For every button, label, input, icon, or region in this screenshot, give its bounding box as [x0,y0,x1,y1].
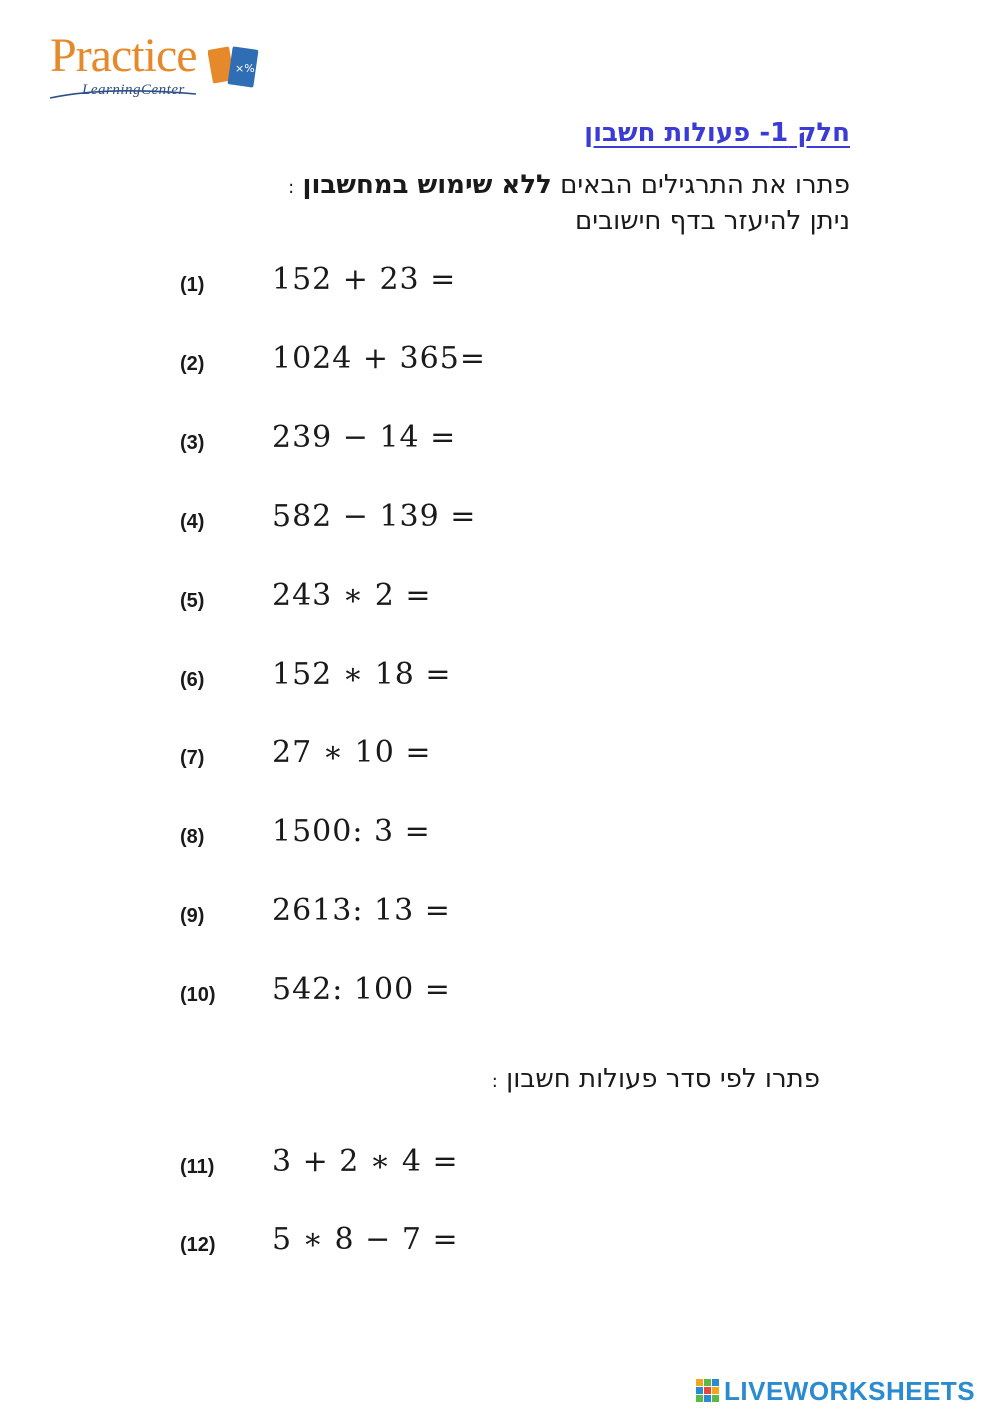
problem-row [0,1144,700,1188]
problem-expression: 239 − 14 = [272,420,457,455]
problem-row [0,893,700,937]
problem-number: (1) [180,274,205,296]
problem-expression: 152 + 23 = [272,262,457,297]
logo-subtitle: LearningCenter [82,82,185,98]
order-instruction [492,1062,820,1099]
instruction-line-2: ניתן להיעזר בדף חישובים [575,206,850,236]
order-instruction-colon: : [491,1071,498,1092]
problem-number: (6) [180,669,205,691]
problem-row [0,657,700,701]
practice-logo [46,24,271,104]
problem-row [0,735,700,779]
logo-word: Practice [50,29,197,82]
problem-row [0,420,700,464]
book-icon [208,40,264,96]
problem-row [0,814,700,858]
instruction-bold: ללא שימוש במחשבון [302,170,552,200]
problem-expression: 2613: 13 = [272,893,451,928]
problem-number: (3) [180,432,205,454]
problem-row [0,972,700,1016]
instruction-prefix: פתרו את התרגילים הבאים [560,170,850,200]
brand-name: LIVEWORKSHEETS [724,1376,976,1406]
problem-number: (10) [180,984,216,1006]
problem-row [0,262,700,306]
problem-number: (7) [180,747,205,769]
problem-expression: 3 + 2 ∗ 4 = [272,1144,459,1179]
problem-expression: 1024 + 365= [272,341,486,376]
order-instruction-text: פתרו לפי סדר פעולות חשבון [506,1064,820,1094]
section-title: חלק 1- פעולות חשבון [584,118,850,148]
problem-number: (8) [180,826,205,848]
problem-expression: 582 − 139 = [272,499,477,534]
problem-number: (12) [180,1234,216,1256]
problem-expression: 152 ∗ 18 = [272,657,452,692]
problem-row [0,578,700,622]
problem-expression: 27 ∗ 10 = [272,735,432,770]
problem-number: (4) [180,511,205,533]
problem-number: (5) [180,590,205,612]
instruction-line-1 [288,168,850,205]
problem-number: (9) [180,905,205,927]
problem-row [0,1222,700,1266]
problem-expression: 1500: 3 = [272,814,431,849]
problem-expression: 5 ∗ 8 − 7 = [272,1222,459,1257]
problem-expression: 243 ∗ 2 = [272,578,432,613]
problem-row [0,341,700,385]
instruction-colon: : [288,177,295,198]
liveworksheets-mark-icon [696,1379,720,1403]
problem-number: (11) [180,1156,215,1178]
problem-expression: 542: 100 = [272,972,451,1007]
svg-text:×%: ×% [235,62,255,75]
problem-row [0,499,700,543]
problem-number: (2) [180,353,205,375]
